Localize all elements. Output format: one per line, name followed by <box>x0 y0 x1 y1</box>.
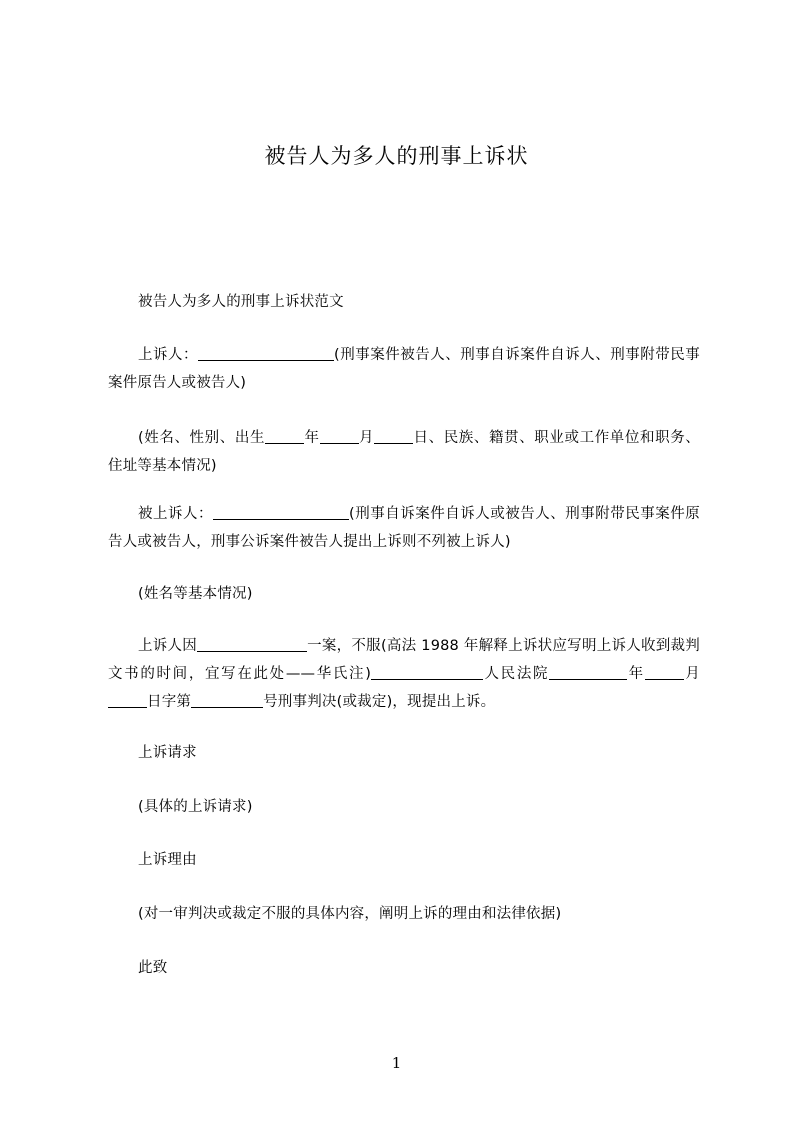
appellant-note: (刑事案件被告人、刑事自诉案件自诉人、刑事附带民事案件原告人或被告人) <box>108 347 700 391</box>
statement-year: 年 <box>627 666 645 682</box>
appellee-label: 被上诉人： <box>138 506 214 522</box>
court-name-blank <box>371 665 483 681</box>
judgment-month-blank <box>645 665 684 681</box>
appellee-info: (姓名等基本情况) <box>138 586 253 602</box>
subtitle: 被告人为多人的刑事上诉状范文 <box>138 294 344 310</box>
appellant-info-paragraph <box>108 424 700 480</box>
reason-heading: 上诉理由 <box>138 852 197 868</box>
appellant-blank <box>198 346 334 362</box>
appellee-paragraph <box>108 500 700 556</box>
appellant-paragraph <box>108 341 700 397</box>
appellant-info-text-2: 日、民族、籍贯、职业或工作单位和职务、住址等基本情况) <box>108 430 700 474</box>
judgment-year-blank <box>549 665 627 681</box>
birth-month-blank <box>320 429 359 445</box>
appellant-info-text: (姓名、性别、出生 <box>138 430 266 446</box>
closing: 此致 <box>138 960 168 976</box>
request-body: (具体的上诉请求) <box>138 799 253 815</box>
document-title: 被告人为多人的刑事上诉状 <box>264 144 529 168</box>
year-label: 年 <box>304 430 320 446</box>
month-label: 月 <box>358 430 375 446</box>
birth-year-blank <box>265 429 304 445</box>
judgment-day-blank <box>108 693 147 709</box>
request-heading: 上诉请求 <box>138 745 197 761</box>
statement-text-6: 日字第 <box>147 694 192 710</box>
case-number-blank <box>191 693 263 709</box>
statement-text-7: 号刑事判决(或裁定)，现提出上诉。 <box>263 694 496 710</box>
case-name-blank <box>197 637 307 653</box>
appellee-blank <box>213 505 349 521</box>
statement-text-3: 人民法院 <box>483 666 550 682</box>
birth-day-blank <box>374 429 413 445</box>
statement-text-1: 上诉人因 <box>138 638 198 654</box>
page-number: 1 <box>391 1054 402 1072</box>
statement-text-2: 一案，不服(高法 1988 年解释上诉状应写明上诉人收到裁判文书的时间，宜写在此处——华氏注) <box>108 638 700 682</box>
appellee-note: (刑事自诉案件自诉人或被告人、刑事附带民事案件原告人或被告人，刑事公诉案件被告人提出上诉则不列被上诉人) <box>108 506 700 550</box>
statement-paragraph <box>108 632 700 716</box>
reason-body: (对一审判决或裁定不服的具体内容，阐明上诉的理由和法律依据) <box>138 906 562 922</box>
appellant-label: 上诉人： <box>138 347 199 363</box>
statement-month: 月 <box>683 666 700 682</box>
